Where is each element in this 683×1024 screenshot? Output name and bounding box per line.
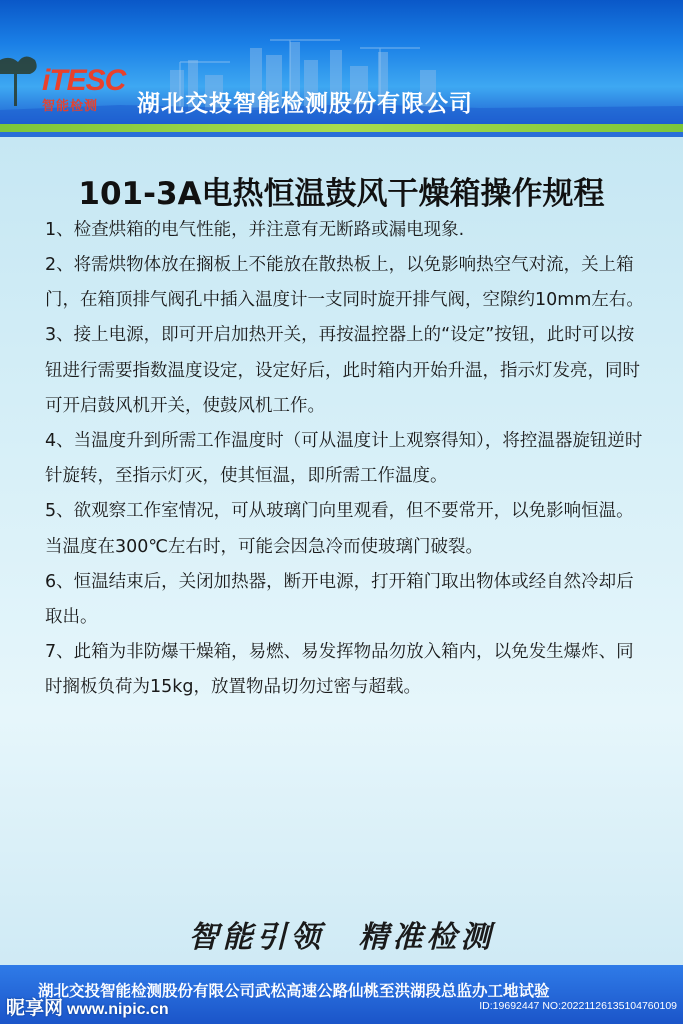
company-name: 湖北交投智能检测股份有限公司 [137,91,473,117]
green-divider [0,124,683,132]
procedure-step-6: 6、恒温结束后，关闭加热器，断开电源，打开箱门取出物体或经自然冷却后取出。 [45,571,634,628]
procedure-list [45,216,645,706]
watermark-brand-name: 昵享网 [6,998,64,1019]
procedure-step-7: 7、此箱为非防爆干燥箱，易燃、易发挥物品勿放入箱内，以免发生爆炸、同时搁板负荷为15kg，放置物品切勿过密与超载。 [45,642,634,698]
page-title: 101-3A电热恒温鼓风干燥箱操作规程 [78,176,605,212]
procedure-step-2: 2、将需烘物体放在搁板上不能放在散热板上，以免影响热空气对流，关上箱门，在箱顶排气阀孔中插入温度计一支同时旋开排气阀，空隙约10mm左右。 [45,255,644,311]
logo-subtitle: 智能检测 [42,98,99,113]
company-logo [42,66,124,116]
procedure-step-5: 5、欲观察工作室情况，可从玻璃门向里观看，但不要常开，以免影响恒温。当温度在300℃左右时，可能会因急冷而使玻璃门破裂。 [45,501,634,557]
procedure-step-4: 4、当温度升到所需工作温度时（可从温度计上观察得知），将控温器旋钮逆时针旋转，至指示灯灭，使其恒温，即所需工作温度。 [45,431,643,487]
watermark-url: www.nipic.cn [67,1001,169,1018]
logo-wordmark: iTESC [42,64,126,97]
header-banner [0,0,683,124]
procedure-step-1: 1、检查烘箱的电气性能，并注意有无断路或漏电现象. [45,220,465,240]
watermark-brand [6,993,169,1020]
procedure-step-3: 3、接上电源，即可开启加热开关，再按温控器上的“设定”按钮，此时可以按钮进行需要指数温度设定，设定好后，此时箱内开始升温，指示灯发亮，同时可开启鼓风机开关，使鼓风机工作。 [45,325,640,416]
footer-text: 湖北交投智能检测股份有限公司武松高速公路仙桃至洪湖段总监办工地试验 [38,982,550,1000]
slogan: 智能引领 精准检测 [188,920,495,955]
watermark-id: ID:19692447 NO:20221126135104760109 [479,1000,677,1012]
